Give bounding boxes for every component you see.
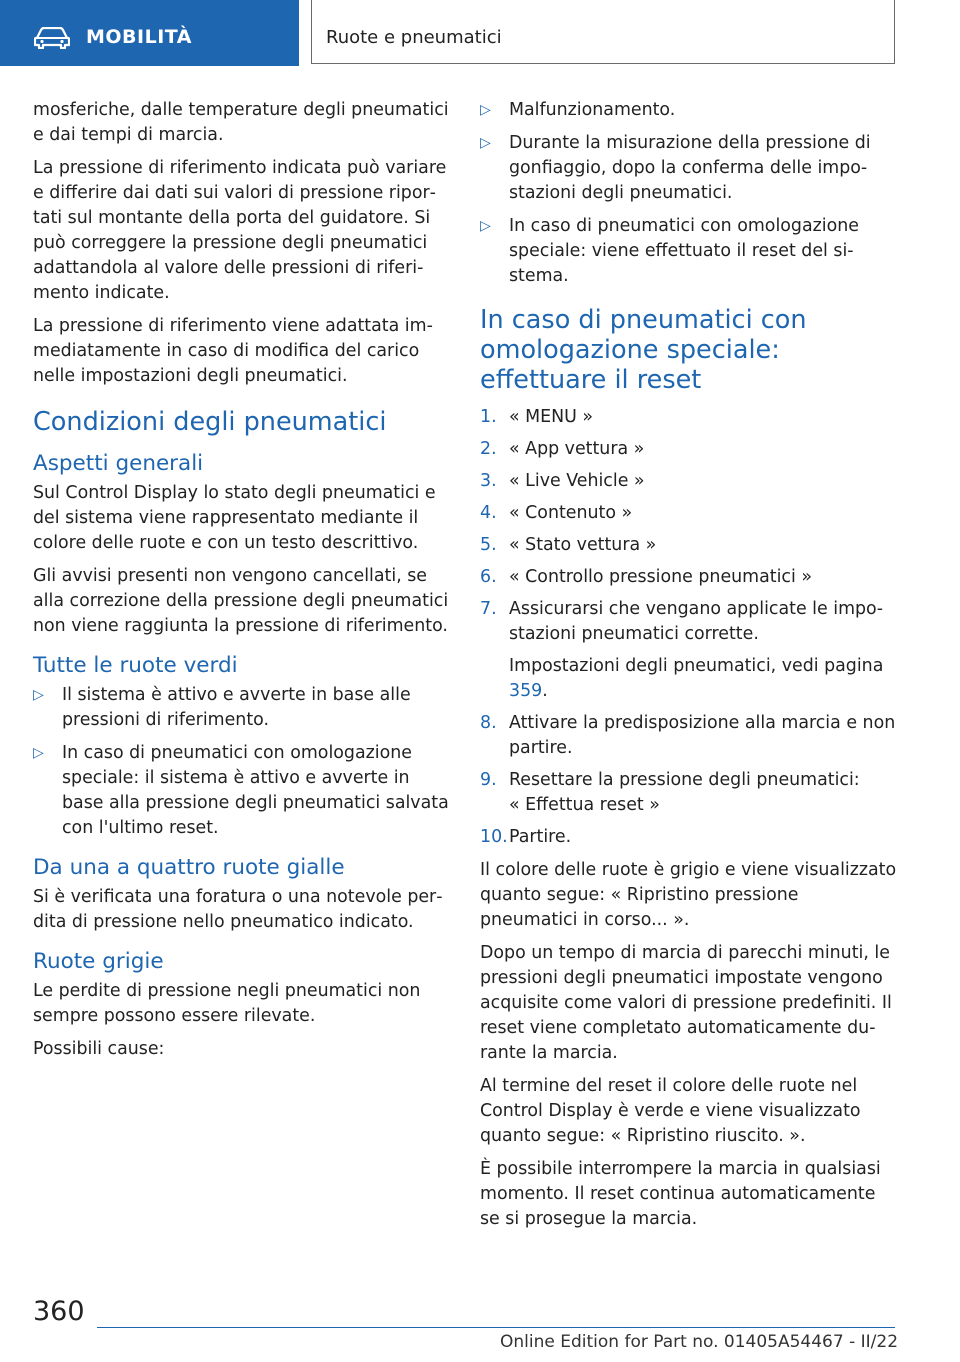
- paragraph: mosferiche, dalle temperature degli pneumatici e dai tempi di marcia.: [33, 100, 449, 145]
- step-item: 7. Assicurarsi che vengano applicate le impostazioni pneumatici corrette. Impostazioni degli pneumatici, vedi pagina 359.: [480, 597, 898, 704]
- section-tab[interactable]: [0, 0, 299, 66]
- list-item: ▷ Malfunzionamento.: [480, 98, 898, 123]
- step-item: 10. Partire.: [480, 827, 572, 847]
- step-item: 9. Resettare la pressione degli pneumatici: « Effettua reset »: [480, 770, 860, 815]
- list-item: ▷ Durante la misurazione della pressione di gonfiaggio, dopo la conferma delle impostazioni degli pneumatici.: [480, 133, 871, 203]
- triangle-bullet-icon: ▷: [33, 745, 44, 761]
- paragraph: Il colore delle ruote è grigio e viene visualizzato quanto segue: « Ripristino pressione pneumatici in corso... ».: [480, 860, 897, 930]
- heading-ruote-gialle: Da una a quattro ruote gialle: [33, 855, 345, 880]
- page-number: 360: [33, 1296, 85, 1327]
- paragraph: La pressione di riferimento viene adattata immediatamente in caso di modifica del carico nelle impostazioni degli pneumatici.: [33, 316, 433, 386]
- heading-ruote-grigie: Ruote grigie: [33, 949, 164, 974]
- car-icon: [34, 27, 70, 49]
- paragraph: Sul Control Display lo stato degli pneumatici e del sistema viene rappresentato mediante il colore delle ruote e con un testo descrittivo.: [33, 483, 436, 553]
- list-ruote-verdi: [33, 683, 453, 841]
- footer-divider: [97, 1327, 895, 1328]
- step-item: 5. « Stato vettura »: [480, 535, 657, 555]
- heading-reset: In caso di pneumatici con omologazione speciale: effettuare il reset: [480, 305, 807, 395]
- triangle-bullet-icon: ▷: [480, 135, 491, 151]
- list-item: ▷ Il sistema è attivo e avverte in base alle pressioni di riferimento.: [33, 685, 411, 730]
- step-item: 6. « Controllo pressione pneumatici »: [480, 567, 812, 587]
- heading-ruote-verdi: Tutte le ruote verdi: [33, 653, 238, 678]
- list-cause: [480, 98, 898, 289]
- triangle-bullet-icon: ▷: [480, 102, 491, 118]
- step-item: 3. « Live Vehicle »: [480, 471, 645, 491]
- paragraph: Al termine del reset il colore delle ruote nel Control Display è verde e viene visualizzato quanto segue: « Ripristino riuscito. ».: [480, 1076, 861, 1146]
- paragraph: Possibili cause:: [33, 1039, 165, 1059]
- step-item: 8. Attivare la predisposizione alla marcia e non partire.: [480, 713, 896, 758]
- paragraph: Si è verificata una foratura o una notevole perdita di pressione nello pneumatico indicato.: [33, 887, 443, 932]
- paragraph: Gli avvisi presenti non vengono cancellati, se alla correzione della pressione degli pneumatici non viene raggiunta la pressione di riferimento.: [33, 566, 449, 636]
- section-label: MOBILITÀ: [86, 26, 192, 48]
- paragraph: È possibile interrompere la marcia in qualsiasi momento. Il reset continua automaticamente se si prosegue la marcia.: [480, 1159, 881, 1229]
- heading-aspetti-generali: Aspetti generali: [33, 451, 204, 476]
- footer-edition: Online Edition for Part no. 01405A54467 - II/22: [500, 1332, 899, 1352]
- paragraph: Le perdite di pressione negli pneumatici non sempre possono essere rilevate.: [33, 981, 421, 1026]
- list-item: ▷ In caso di pneumatici con omologazione speciale: viene effettuato il reset del sistema.: [480, 216, 859, 286]
- paragraph: La pressione di riferimento indicata può variare e differire dai dati sui valori di pressione riportati sul montante della porta del guidatore. Si può correggere la pressione degli pneumatici adattandola al valore delle pressioni di riferimento indicate.: [33, 158, 447, 303]
- chapter-box[interactable]: [311, 0, 895, 64]
- triangle-bullet-icon: ▷: [33, 687, 44, 703]
- step-item: 4. « Contenuto »: [480, 503, 633, 523]
- left-column: [33, 98, 453, 1070]
- right-column: [480, 98, 898, 1240]
- list-item: ▷ In caso di pneumatici con omologazione speciale: il sistema è attivo e avverte in base alla pressione degli pneumatici salvata con l'ultimo reset.: [33, 743, 449, 838]
- step-note: Impostazioni degli pneumatici, vedi pagina 359.: [509, 656, 884, 701]
- triangle-bullet-icon: ▷: [480, 218, 491, 234]
- paragraph: Dopo un tempo di marcia di parecchi minuti, le pressioni degli pneumatici impostate vengono acquisite come valori di pressione predefiniti. Il reset viene completato automaticamente durante la marcia.: [480, 943, 892, 1063]
- heading-condizioni: Condizioni degli pneumatici: [33, 407, 387, 437]
- chapter-title: Ruote e pneumatici: [326, 27, 502, 48]
- page-header: [0, 0, 960, 66]
- step-item: 2. « App vettura »: [480, 439, 645, 459]
- reset-steps: [480, 405, 898, 850]
- page-link[interactable]: 359: [509, 681, 543, 701]
- step-item: 1. « MENU »: [480, 407, 594, 427]
